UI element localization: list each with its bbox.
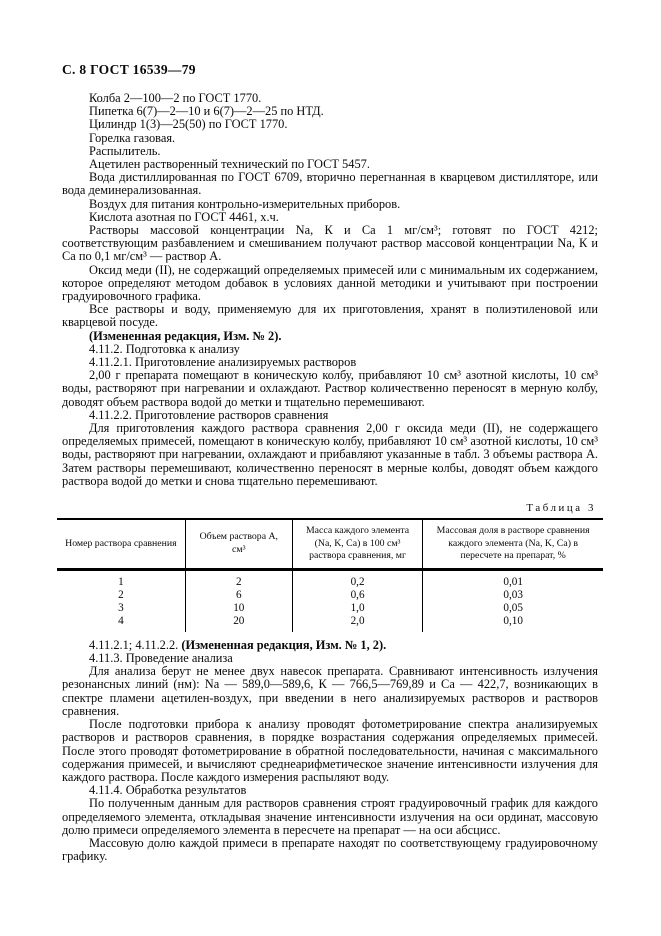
text-run: 2,00 г препарата помещают в коническую колбу, прибавляют 10 см³ азотной кислоты, 10 см³ воды, растворяют при нагревании и охлаждают. Раствор количественно переносят в мерную колбу, доводят объем раствора водой до метки и тщательно перемешивают. <box>62 368 598 409</box>
table-cell: 0,10 <box>423 615 603 632</box>
text-run: Все растворы и воду, применяемую для их приготовления, хранят в полиэтиленовой или кварцевой посуде. <box>62 302 598 330</box>
text-run: Растворы массовой концентрации Na, К и Са 1 мг/см³; готовят по ГОСТ 4212; соответствующим разбавлением и смешиванием получают раствор массовой концентрации Na, К и Са по 0,1 мг/см³ — раствор А. <box>62 223 598 264</box>
text-run: Воздух для питания контрольно-измерительных приборов. <box>89 196 401 211</box>
table-cell: 1 <box>118 575 124 588</box>
paragraph <box>62 303 598 329</box>
text-run: 4.11.2.1. Приготовление анализируемых растворов <box>89 355 357 370</box>
paragraph <box>62 665 598 718</box>
text-run: Пипетка 6(7)—2—10 и 6(7)—2—25 по НТД. <box>89 104 324 119</box>
paragraph <box>62 797 598 837</box>
paragraph <box>62 369 598 409</box>
section-before-table <box>62 92 598 488</box>
text-run: 4.11.2.2. Приготовление растворов сравнения <box>89 407 329 422</box>
section-after-table <box>62 639 598 863</box>
text-run: Ацетилен растворенный технический по ГОСТ 5457. <box>89 157 370 172</box>
text-run: (Измененная редакция, Изм. № 2). <box>89 328 282 343</box>
paragraph <box>62 718 598 784</box>
paragraph <box>62 837 598 863</box>
table-header-row <box>57 519 603 569</box>
column-header: Номер раствора сравнения <box>57 519 185 569</box>
text-run: Кислота азотная по ГОСТ 4461, х.ч. <box>89 209 279 224</box>
paragraph <box>62 171 598 197</box>
table-cell: 2 <box>118 588 124 601</box>
comparison-solutions-table <box>57 518 603 632</box>
table-cell: 2,0 <box>292 615 422 632</box>
text-run: Вода дистиллированная по ГОСТ 6709, вторично перегнанная в кварцевом дистилляторе, или вода деминерализованная. <box>62 170 598 198</box>
page-content <box>62 62 598 863</box>
text-run: Оксид меди (II), не содержащий определяемых примесей или с минимальным их содержанием, которое определяют методом добавок в условиях данной методики и учитывают при построении градуировочного графика. <box>62 262 598 304</box>
text-run: 4.11.2. Подготовка к анализу <box>89 341 240 356</box>
table-cell: 0,2 <box>292 569 422 589</box>
page-header: С. 8 ГОСТ 16539—79 <box>62 62 196 77</box>
paragraph <box>62 422 598 488</box>
column-header: Объем раствора А, см³ <box>185 519 292 569</box>
text-run: 4.11.3. Проведение анализа <box>89 651 233 666</box>
table-row <box>57 589 603 602</box>
text-run: После подготовки прибора к анализу проводят фотометрирование спектра анализируемых растворов и растворов сравнения, в порядке возрастания содержания определяемых примесей. После этого проводят фотометрирование в обратной последовательности, начиная с максимального содержания примесей, и вычисляют среднеарифметическое значение интенсивности излучения для каждого раствора. После каждого измерения распыляют воду. <box>62 717 598 784</box>
text-run: 4.11.2.1; 4.11.2.2. <box>89 637 182 652</box>
text-run: Колба 2—100—2 по ГОСТ 1770. <box>89 91 262 105</box>
table-cell: 0,6 <box>292 589 422 602</box>
table-cell: 4 <box>118 614 124 627</box>
text-run: Цилиндр 1(3)—25(50) по ГОСТ 1770. <box>89 117 288 132</box>
text-run: Массовую долю каждой примеси в препарате находят по соответствующему градуировочному графику. <box>62 835 598 864</box>
table-row <box>57 615 603 632</box>
text-run: Для анализа берут не менее двух навесок препарата. Сравнивают интенсивность излучения резонансных линий (нм): Na — 589,0—589,6, К — 766,5—769,89 и Са — 422,7, возникающих в спектре пламени ацетилен-воздух, при введении в него анализируемых растворов и растворов сравнения. <box>62 664 598 718</box>
text-run: Распылитель. <box>89 143 161 158</box>
text-run: (Измененная редакция, Изм. № 1, 2). <box>181 637 387 652</box>
table-caption: Таблица 3 <box>526 502 596 515</box>
table-cell: 1,0 <box>292 602 422 615</box>
table-cell: 10 <box>185 602 292 615</box>
paragraph <box>62 224 598 264</box>
text-run: По полученным данным для растворов сравнения строят градуировочный график для каждого определяемого элемента, откладывая значение интенсивности излучения на оси ординат, массовую долю примеси определяемого элемента в пересчете на препарат — на оси абсцисс. <box>62 796 598 837</box>
column-header: Масса каждого элемента (Na, K, Ca) в 100 см³ раствора сравнения, мг <box>292 519 422 569</box>
text-run: Горелка газовая. <box>89 130 176 145</box>
table-cell: 2 <box>185 569 292 589</box>
text-run: Для приготовления каждого раствора сравнения 2,00 г оксида меди (II), не содержащего определяемых примесей, помещают в коническую колбу, прибавляют 10 см³ азотной кислоты, 10 см³ воды, растворяют при нагревании, охлаждают и прибавляют указанные в табл. 3 объемы раствора А. Затем растворы перемешивают, количественно переносят в мерные колбы, доводят объем каждого раствора водой до метки и снова тщательно перемешивают. <box>62 421 598 488</box>
paragraph <box>62 264 598 304</box>
table-cell: 0,01 <box>423 569 603 589</box>
table-cell: 0,03 <box>423 589 603 602</box>
table-cell: 20 <box>185 615 292 632</box>
text-run: 4.11.4. Обработка результатов <box>89 783 247 798</box>
table-cell: 3 <box>118 601 124 614</box>
column-header: Массовая доля в растворе сравнения каждого элемента (Na, K, Ca) в пересчете на препарат, % <box>423 519 603 569</box>
table-cell: 6 <box>185 589 292 602</box>
table-row <box>57 602 603 615</box>
table-cell: 0,05 <box>423 602 603 615</box>
table-row <box>57 569 603 589</box>
